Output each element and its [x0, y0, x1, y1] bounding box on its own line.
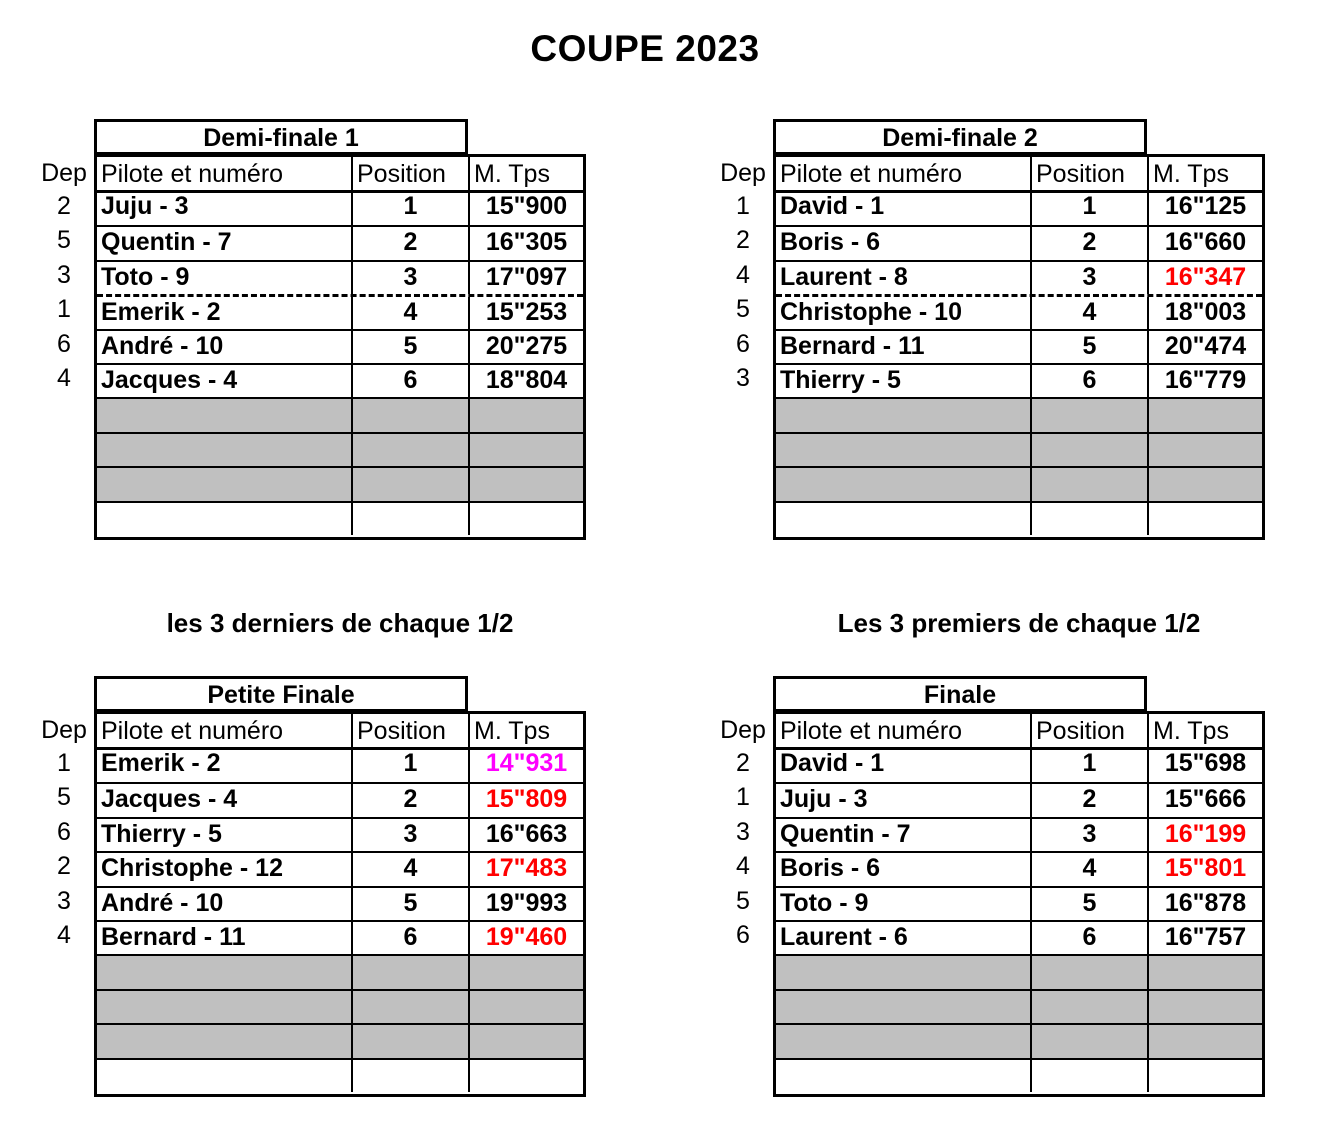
- table-demi-finale-1: [34, 119, 594, 549]
- pilote-cell: Toto - 9: [97, 262, 353, 294]
- time-cell: 20"275: [485, 331, 568, 360]
- time-cell: [1149, 956, 1262, 988]
- header-time: M. Tps: [1153, 717, 1229, 745]
- time-cell: 15"698: [1164, 749, 1247, 777]
- table-row: [776, 954, 1262, 988]
- table-row: [97, 466, 583, 500]
- time-cell: [470, 1060, 583, 1092]
- pilote-cell: Jacques - 4: [97, 365, 353, 397]
- dep-value: 3: [736, 364, 750, 392]
- pilote-cell: Quentin - 7: [97, 227, 353, 259]
- time-cell: 18"804: [485, 366, 568, 394]
- pilote-cell: [776, 1025, 1032, 1057]
- header-row: [94, 154, 586, 193]
- time-cell: 16"757: [1164, 923, 1247, 951]
- header-dep: Dep: [41, 716, 87, 744]
- pilote-cell: [776, 1060, 1032, 1092]
- table-row: [97, 191, 583, 225]
- position-cell: 3: [1032, 819, 1149, 851]
- position-cell: 5: [1032, 331, 1149, 363]
- position-cell: [353, 991, 470, 1023]
- pilote-cell: Christophe - 10: [776, 297, 1032, 328]
- position-cell: [353, 399, 470, 431]
- pilote-cell: [776, 434, 1032, 466]
- dep-value: 2: [736, 749, 750, 777]
- time-cell: 19"993: [485, 888, 568, 917]
- table-row: [776, 1058, 1262, 1092]
- pilote-cell: Emerik - 2: [97, 297, 353, 328]
- dep-value: 4: [736, 852, 750, 881]
- dep-value: 1: [57, 749, 71, 777]
- pilote-cell: Boris - 6: [776, 227, 1032, 259]
- table-row: [776, 501, 1262, 535]
- table-row: [97, 329, 583, 363]
- pilote-cell: [97, 1025, 353, 1057]
- pilote-cell: David - 1: [776, 748, 1032, 782]
- dep-value: 1: [57, 295, 71, 324]
- time-cell: [1149, 434, 1262, 466]
- pilote-cell: [776, 399, 1032, 431]
- table-row: [97, 782, 583, 816]
- time-cell: 15"801: [1164, 854, 1247, 883]
- table-row: [776, 1023, 1262, 1057]
- header-row: [94, 711, 586, 750]
- position-cell: 2: [353, 784, 470, 816]
- table-row: [776, 397, 1262, 431]
- time-cell: 15"900: [485, 192, 568, 220]
- table-row: [776, 363, 1262, 397]
- position-cell: 6: [353, 922, 470, 954]
- pilote-cell: [776, 956, 1032, 988]
- table-row: [97, 1058, 583, 1092]
- pilote-cell: [97, 468, 353, 500]
- time-cell: [470, 399, 583, 431]
- table-row: [776, 260, 1262, 294]
- position-cell: 6: [353, 365, 470, 397]
- position-cell: [353, 503, 470, 535]
- table-row: [776, 989, 1262, 1023]
- table-title: Demi-finale 2: [773, 119, 1147, 155]
- table-demi-finale-2: [713, 119, 1273, 549]
- dep-value: 3: [736, 817, 750, 846]
- pilote-cell: [776, 991, 1032, 1023]
- table-row: [97, 920, 583, 954]
- time-cell: 16"305: [485, 228, 568, 257]
- results-grid: [94, 191, 586, 540]
- table-row: [776, 432, 1262, 466]
- table-row: [776, 329, 1262, 363]
- position-cell: [1032, 991, 1149, 1023]
- table-row: [776, 817, 1262, 851]
- table-row: [776, 191, 1262, 225]
- table-title: Demi-finale 1: [94, 119, 468, 155]
- table-row: [776, 782, 1262, 816]
- dep-value: 1: [736, 192, 750, 220]
- table-row: [97, 501, 583, 535]
- time-cell: 16"660: [1164, 228, 1247, 257]
- subtitle-petite-finale: les 3 derniers de chaque 1/2: [166, 608, 514, 638]
- table-row: [97, 851, 583, 885]
- position-cell: 1: [1032, 191, 1149, 225]
- pilote-cell: André - 10: [97, 331, 353, 363]
- table-row: [97, 886, 583, 920]
- table-row: [97, 954, 583, 988]
- header-time: M. Tps: [474, 717, 550, 745]
- position-cell: [353, 434, 470, 466]
- table-row: [97, 225, 583, 259]
- position-cell: 3: [1032, 262, 1149, 294]
- header-pilote: Pilote et numéro: [776, 714, 1032, 747]
- position-cell: [1032, 468, 1149, 500]
- header-dep: Dep: [41, 159, 87, 187]
- table-row: [776, 294, 1262, 328]
- header-position: Position: [1032, 714, 1149, 747]
- pilote-cell: [97, 399, 353, 431]
- pilote-cell: Jacques - 4: [97, 784, 353, 816]
- pilote-cell: Emerik - 2: [97, 748, 353, 782]
- dep-value: 5: [57, 783, 71, 812]
- table-row: [97, 363, 583, 397]
- time-cell: [1149, 1060, 1262, 1092]
- table-row: [776, 851, 1262, 885]
- time-cell: 20"474: [1164, 331, 1247, 360]
- pilote-cell: André - 10: [97, 888, 353, 920]
- time-cell: 14"931: [485, 749, 568, 777]
- pilote-cell: Boris - 6: [776, 853, 1032, 885]
- table-title: Petite Finale: [94, 676, 468, 712]
- dep-value: 5: [57, 226, 71, 255]
- pilote-cell: [776, 468, 1032, 500]
- position-cell: [1032, 399, 1149, 431]
- position-cell: [353, 1025, 470, 1057]
- table-row: [97, 432, 583, 466]
- position-cell: 5: [353, 888, 470, 920]
- time-cell: [1149, 468, 1262, 500]
- position-cell: [1032, 956, 1149, 988]
- table-row: [776, 920, 1262, 954]
- position-cell: 6: [1032, 922, 1149, 954]
- time-cell: 15"666: [1164, 785, 1247, 814]
- position-cell: [353, 468, 470, 500]
- results-grid: [773, 748, 1265, 1097]
- header-dep: Dep: [720, 716, 766, 744]
- pilote-cell: Laurent - 6: [776, 922, 1032, 954]
- pilote-cell: [97, 956, 353, 988]
- dep-value: 6: [736, 921, 750, 949]
- pilote-cell: [97, 991, 353, 1023]
- position-cell: 1: [353, 191, 470, 225]
- header-row: [773, 711, 1265, 750]
- dep-value: 2: [736, 226, 750, 255]
- table-row: [776, 748, 1262, 782]
- pilote-cell: Juju - 3: [97, 191, 353, 225]
- table-petite-finale: [34, 676, 594, 1106]
- position-cell: 2: [353, 227, 470, 259]
- time-cell: [470, 991, 583, 1023]
- time-cell: 16"125: [1164, 192, 1247, 220]
- position-cell: 5: [353, 331, 470, 363]
- dep-value: 6: [57, 817, 71, 846]
- dep-value: 3: [57, 260, 71, 289]
- pilote-cell: David - 1: [776, 191, 1032, 225]
- dep-value: 3: [57, 886, 71, 915]
- dep-value: 2: [57, 192, 71, 220]
- position-cell: 3: [353, 262, 470, 294]
- table-row: [97, 989, 583, 1023]
- pilote-cell: Bernard - 11: [97, 922, 353, 954]
- dep-value: 5: [736, 886, 750, 915]
- table-row: [97, 397, 583, 431]
- position-cell: [1032, 1060, 1149, 1092]
- page-title: COUPE 2023: [530, 28, 760, 69]
- results-grid: [773, 191, 1265, 540]
- table-row: [97, 1023, 583, 1057]
- pilote-cell: Thierry - 5: [97, 819, 353, 851]
- position-cell: 2: [1032, 784, 1149, 816]
- position-cell: 4: [353, 853, 470, 885]
- time-cell: [470, 1025, 583, 1057]
- position-cell: [353, 1060, 470, 1092]
- pilote-cell: Laurent - 8: [776, 262, 1032, 294]
- position-cell: [1032, 503, 1149, 535]
- position-cell: [1032, 1025, 1149, 1057]
- time-cell: 15"809: [485, 785, 568, 814]
- time-cell: [1149, 503, 1262, 535]
- dep-value: 2: [57, 852, 71, 881]
- time-cell: [1149, 991, 1262, 1023]
- table-row: [776, 886, 1262, 920]
- table-finale: [713, 676, 1273, 1106]
- time-cell: [470, 956, 583, 988]
- header-time: M. Tps: [1153, 160, 1229, 188]
- pilote-cell: Bernard - 11: [776, 331, 1032, 363]
- header-position: Position: [1032, 157, 1149, 190]
- header-pilote: Pilote et numéro: [776, 157, 1032, 190]
- table-row: [97, 260, 583, 294]
- dep-value: 6: [736, 329, 750, 358]
- header-time: M. Tps: [474, 160, 550, 188]
- table-title: Finale: [773, 676, 1147, 712]
- position-cell: [353, 956, 470, 988]
- time-cell: 17"097: [485, 262, 568, 291]
- position-cell: 4: [1032, 297, 1149, 328]
- time-cell: [470, 434, 583, 466]
- pilote-cell: [97, 434, 353, 466]
- table-row: [97, 294, 583, 328]
- pilote-cell: Christophe - 12: [97, 853, 353, 885]
- time-cell: 16"199: [1164, 819, 1247, 848]
- pilote-cell: Juju - 3: [776, 784, 1032, 816]
- dep-value: 4: [57, 921, 71, 949]
- header-position: Position: [353, 157, 470, 190]
- time-cell: 16"779: [1164, 366, 1247, 394]
- pilote-cell: Toto - 9: [776, 888, 1032, 920]
- dep-value: 6: [57, 329, 71, 358]
- header-row: [773, 154, 1265, 193]
- pilote-cell: [97, 503, 353, 535]
- time-cell: 16"878: [1164, 888, 1247, 917]
- position-cell: 2: [1032, 227, 1149, 259]
- table-row: [776, 466, 1262, 500]
- header-dep: Dep: [720, 159, 766, 187]
- position-cell: 3: [353, 819, 470, 851]
- header-pilote: Pilote et numéro: [97, 714, 353, 747]
- header-position: Position: [353, 714, 470, 747]
- time-cell: [1149, 399, 1262, 431]
- pilote-cell: [776, 503, 1032, 535]
- dep-value: 4: [57, 364, 71, 392]
- time-cell: [1149, 1025, 1262, 1057]
- pilote-cell: Quentin - 7: [776, 819, 1032, 851]
- position-cell: 4: [353, 297, 470, 328]
- time-cell: [470, 468, 583, 500]
- table-row: [776, 225, 1262, 259]
- header-pilote: Pilote et numéro: [97, 157, 353, 190]
- time-cell: 16"347: [1164, 262, 1247, 291]
- time-cell: 18"003: [1164, 298, 1247, 327]
- subtitle-finale: Les 3 premiers de chaque 1/2: [837, 608, 1201, 638]
- pilote-cell: [97, 1060, 353, 1092]
- table-row: [97, 748, 583, 782]
- time-cell: [470, 503, 583, 535]
- pilote-cell: Thierry - 5: [776, 365, 1032, 397]
- position-cell: [1032, 434, 1149, 466]
- position-cell: 1: [1032, 748, 1149, 782]
- time-cell: 15"253: [485, 298, 568, 327]
- time-cell: 16"663: [485, 819, 568, 848]
- time-cell: 19"460: [485, 923, 568, 951]
- position-cell: 1: [353, 748, 470, 782]
- time-cell: 17"483: [485, 854, 568, 883]
- results-grid: [94, 748, 586, 1097]
- table-row: [97, 817, 583, 851]
- position-cell: 5: [1032, 888, 1149, 920]
- dep-value: 4: [736, 260, 750, 289]
- position-cell: 4: [1032, 853, 1149, 885]
- position-cell: 6: [1032, 365, 1149, 397]
- dep-value: 5: [736, 295, 750, 324]
- dep-value: 1: [736, 783, 750, 812]
